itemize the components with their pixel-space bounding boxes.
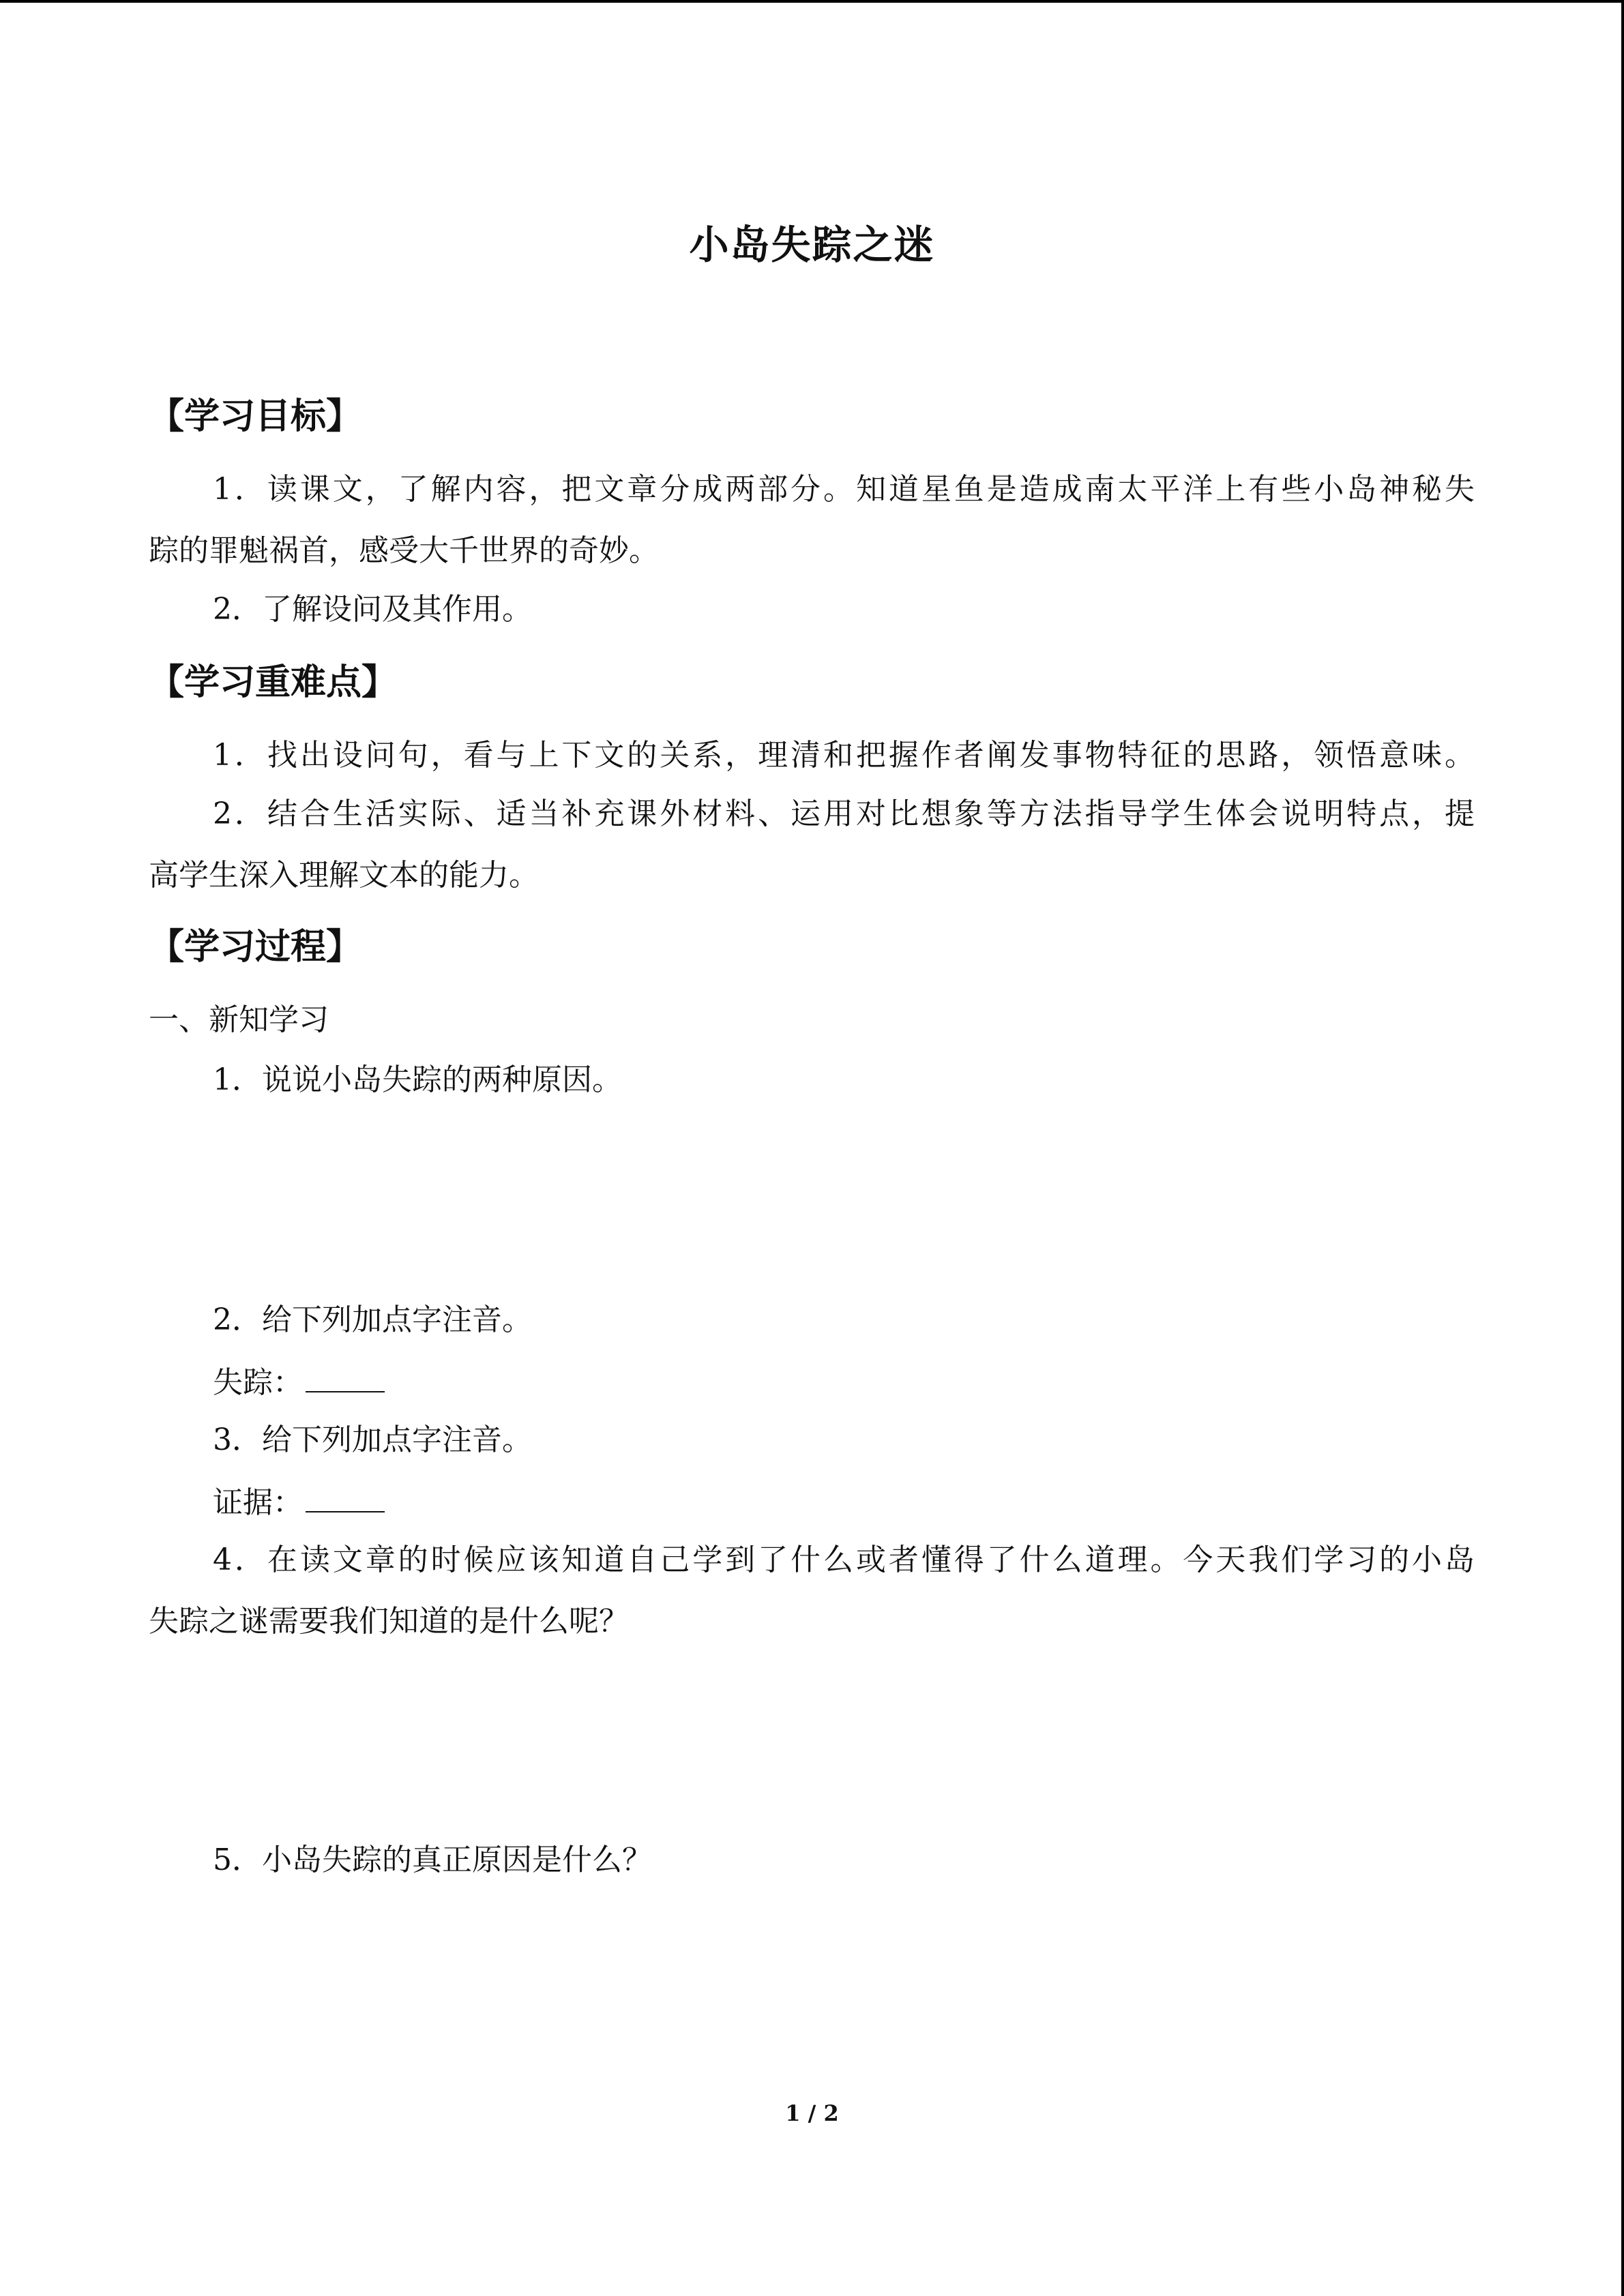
goal-item-1-line-1: 1．读课文，了解内容，把文章分成两部分。知道星鱼是造成南太平洋上有些小岛神秘失 <box>213 472 1475 507</box>
question-5: 5．小岛失踪的真正原因是什么？ <box>213 1843 652 1877</box>
question-2-answer-line <box>213 1365 385 1398</box>
process-subheading: 一、新知学习 <box>149 1002 329 1037</box>
page-border-top <box>0 0 1624 3</box>
key-point-item-2-line-1: 2．结合生活实际、适当补充课外材料、运用对比想象等方法指导学生体会说明特点，提 <box>213 796 1475 831</box>
question-3-blank[interactable] <box>306 1485 385 1512</box>
page-number: 1 / 2 <box>785 2100 839 2126</box>
goal-item-2: 2．了解设问及其作用。 <box>213 592 532 627</box>
question-1: 1．说说小岛失踪的两种原因。 <box>213 1062 622 1097</box>
key-point-item-1: 1．找出设问句，看与上下文的关系，理清和把握作者阐发事物特征的思路，领悟意味。 <box>213 738 1475 773</box>
page-border-right <box>1621 0 1624 2296</box>
question-3-answer-line <box>213 1485 385 1518</box>
question-3-word: 证据： <box>213 1485 303 1520</box>
section-heading-goals: 【学习目标】 <box>149 396 362 437</box>
question-2: 2．给下列加点字注音。 <box>213 1302 532 1337</box>
key-point-item-2-line-2: 高学生深入理解文本的能力。 <box>149 858 539 893</box>
goal-item-1-line-2: 踪的罪魁祸首，感受大千世界的奇妙。 <box>149 533 659 568</box>
section-heading-process: 【学习过程】 <box>149 927 362 968</box>
question-2-word: 失踪： <box>213 1365 303 1400</box>
question-4-line-2: 失踪之谜需要我们知道的是什么呢？ <box>149 1604 629 1639</box>
section-heading-key-points: 【学习重难点】 <box>149 662 398 703</box>
document-title: 小岛失踪之迷 <box>689 222 935 268</box>
question-4-line-1: 4．在读文章的时候应该知道自己学到了什么或者懂得了什么道理。今天我们学习的小岛 <box>213 1542 1475 1577</box>
question-3: 3．给下列加点字注音。 <box>213 1422 532 1457</box>
question-2-blank[interactable] <box>306 1365 385 1392</box>
